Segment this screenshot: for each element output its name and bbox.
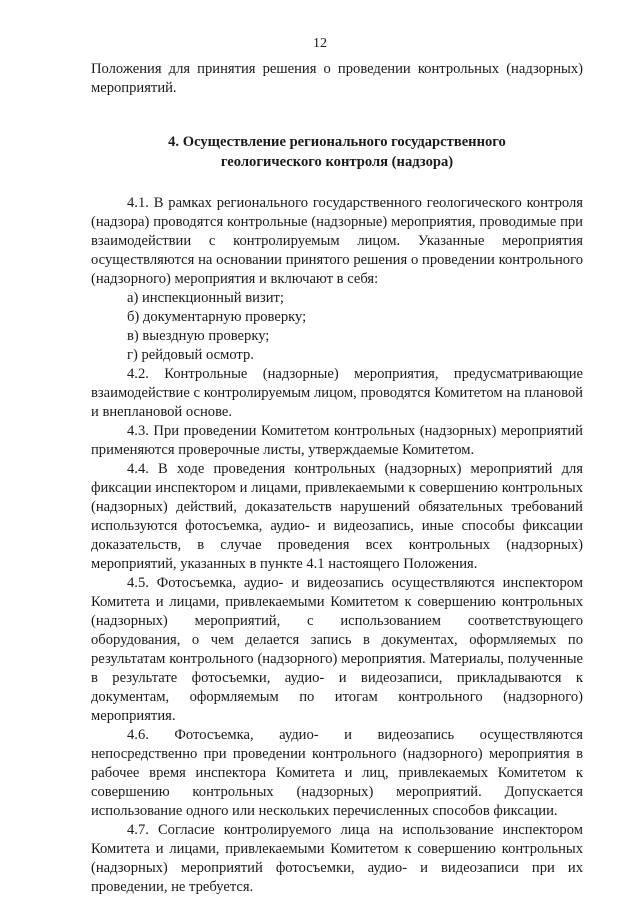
section-heading (91, 132, 583, 172)
list-item-d: г) рейдовый осмотр. (127, 347, 254, 363)
intro-paragraph-tail: Положения для принятия решения о проведении контрольных (надзорных) мероприятий. (91, 61, 583, 96)
paragraph-4-6: 4.6. Фотосъемка, аудио- и видеозапись осуществляются непосредственно при проведении контрольного (надзорного) мероприятия в рабочее время инспектора Комитета и лиц, привлекаемых Комитетом к совершению контрольных (надзорных) мероприятий. Допускается использование одного или нескольких перечисленных способов фиксации. (91, 727, 583, 819)
list-item-c: в) выездную проверку; (127, 328, 270, 344)
page-number: 12 (313, 36, 327, 51)
list-item-a: а) инспекционный визит; (127, 290, 284, 306)
section-heading-line-1: 4. Осуществление регионального государственного (168, 134, 506, 150)
list-item-b: б) документарную проверку; (127, 309, 307, 325)
paragraph-4-1: 4.1. В рамках регионального государственного геологического контроля (надзора) проводятся контрольные (надзорные) мероприятия, проводимые при взаимодействии с контролируемым лицом. Указанные мероприятия осуществляются на основании принятого решения о проведении контрольного (надзорного) мероприятия и включают в себя: (91, 195, 583, 287)
section-heading-line-2: геологического контроля (надзора) (220, 154, 454, 170)
paragraph-4-5: 4.5. Фотосъемка, аудио- и видеозапись осуществляются инспектором Комитета и лицами, привлекаемыми Комитетом к совершению контрольных (надзорных) мероприятий, с использованием соответствующего оборудования, о чем делается запись в документах, оформляемых по результатам контрольного (надзорного) мероприятия. Материалы, полученные в результате фотосъемки, аудио- и видеозаписи, прикладываются к документам, оформляемым по итогам контрольного (надзорного) мероприятия. (91, 575, 583, 724)
paragraph-4-4: 4.4. В ходе проведения контрольных (надзорных) мероприятий для фиксации инспектором и лицами, привлекаемыми к совершению контрольных (надзорных) действий, доказательств нарушений обязательных требований используются фотосъемка, аудио- и видеозапись, иные способы фиксации доказательств, в случае проведения всех контрольных (надзорных) мероприятий, указанных в пункте 4.1 настоящего Положения. (91, 461, 583, 572)
paragraph-4-2: 4.2. Контрольные (надзорные) мероприятия, предусматривающие взаимодействие с контролируемым лицом, проводятся Комитетом на плановой и внеплановой основе. (91, 366, 583, 420)
paragraph-4-3: 4.3. При проведении Комитетом контрольных (надзорных) мероприятий применяются проверочные листы, утверждаемые Комитетом. (91, 423, 583, 458)
paragraph-4-7: 4.7. Согласие контролируемого лица на использование инспектором Комитета и лицами, привлекаемыми Комитетом к совершению контрольных (надзорных) мероприятий фотосъемки, аудио- и видеозаписи при их проведении, не требуется. (91, 822, 583, 895)
document-body (91, 60, 583, 897)
